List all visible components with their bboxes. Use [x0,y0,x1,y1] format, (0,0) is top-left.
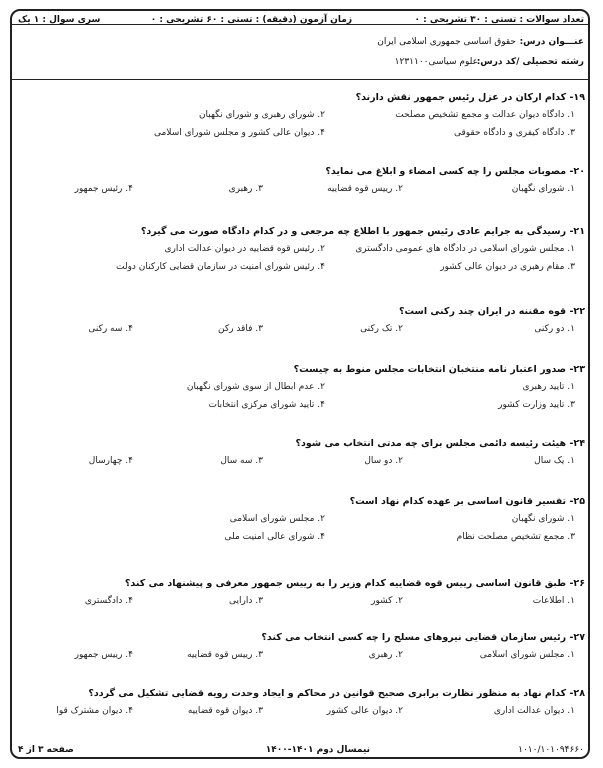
answer-option[interactable] [440,262,575,272]
option-label: ۱. [567,324,575,334]
option-label: ۳. [255,596,263,606]
question-text: صدور اعتبار نامه منتخبان انتخابات مجلس منوط به چیست؟ [293,364,567,375]
question-stem [20,688,585,699]
option-label: ۲. [317,382,325,392]
option-label: ۳. [255,456,263,466]
field-value: علوم سیاسی۱۲۳۱۱۰۰ [394,57,478,67]
question-number: ۲۷- [569,632,585,643]
question-number: ۲۱- [569,226,585,237]
question-stem [20,226,585,237]
header-divider [10,24,590,25]
option-text: تایید وزارت کشور [498,400,565,410]
option-text: شورای نگهبان [511,514,565,524]
answer-option[interactable] [512,184,575,194]
course-title: حقوق اساسی جمهوری اسلامی ایران [377,37,516,47]
answer-option[interactable] [85,596,133,606]
option-text: دادگاه کیفری و دادگاه حقوقی [453,128,565,138]
answer-option[interactable] [457,532,575,542]
question-text: تفسیر قانون اساسی بر عهده کدام نهاد است؟ [349,496,567,507]
option-text: رییس قوه قضاییه [187,650,253,660]
answer-option[interactable] [371,596,403,606]
option-label: ۲. [395,706,403,716]
question-item [20,688,585,716]
option-text: دارایی [229,596,253,606]
question-number: ۲۴- [569,438,585,449]
field-label: رشته تحصیلی /کد درس: [476,57,584,67]
question-stem [20,364,585,375]
question-number: ۲۶- [569,578,585,589]
course-title-label: عنـــوان درس: [519,37,584,47]
option-label: ۱. [567,244,575,254]
answer-option[interactable] [116,262,325,272]
answer-option[interactable] [454,128,575,138]
answer-option[interactable] [395,110,575,120]
option-text: چهارسال [88,456,123,466]
option-text: رئیس قوه قضاییه در دیوان عدالت اداری [164,244,315,254]
question-number: ۲۵- [569,496,585,507]
answer-option[interactable] [512,514,575,524]
option-text: سه رکنی [88,324,123,334]
answer-option[interactable] [199,110,325,120]
answer-option[interactable] [364,456,403,466]
option-label: ۳. [255,324,263,334]
question-item [20,578,585,606]
option-text: شورای رهبری و شورای نگهبان [198,110,315,120]
answer-option[interactable] [230,514,325,524]
question-stem [20,92,585,103]
option-text: شورای عالی امنیت ملی [224,532,315,542]
answer-option[interactable] [355,244,575,254]
question-number: ۲۲- [569,306,585,317]
option-label: ۴. [317,400,325,410]
question-text: مصوبات مجلس را چه کسی امضاء و ابلاغ می نماید؟ [325,166,567,177]
option-text: رئیس جمهور [74,184,123,194]
option-label: ۱. [567,650,575,660]
page-number: صفحه ۳ از ۴ [18,745,74,755]
question-item [20,438,585,466]
option-text: یک سال [534,456,565,466]
option-text: تایید رهبری [522,382,565,392]
answer-option[interactable] [327,184,403,194]
answer-option[interactable] [224,532,325,542]
answer-option[interactable] [229,596,263,606]
question-number: ۲۳- [569,364,585,375]
question-stem [20,166,585,177]
option-text: مجلس شورای اسلامی [229,514,315,524]
option-label: ۳. [567,400,575,410]
option-label: ۳. [255,184,263,194]
answer-option[interactable] [327,706,403,716]
option-label: ۲. [395,324,403,334]
option-label: ۴. [125,650,133,660]
option-text: فاقد رکن [217,324,253,334]
question-text: قوه مقننه در ایران چند رکنی است؟ [398,306,567,317]
option-text: مقام رهبری در دیوان عالی کشور [440,262,565,272]
option-label: ۲. [395,650,403,660]
option-text: دیوان عدالت اداری [493,706,565,716]
option-label: ۴. [125,184,133,194]
answer-option[interactable] [533,596,575,606]
answer-option[interactable] [154,128,325,138]
option-text: دو رکنی [534,324,565,334]
question-stem [20,578,585,589]
answer-option[interactable] [188,706,263,716]
option-label: ۴. [317,262,325,272]
option-text: دو سال [364,456,393,466]
question-number: ۱۹- [569,92,585,103]
answer-option[interactable] [534,456,575,466]
option-text: شورای نگهبان [511,184,565,194]
option-label: ۴. [125,706,133,716]
option-label: ۲. [317,514,325,524]
question-stem [20,496,585,507]
page-footer [10,745,590,759]
question-stem [20,306,585,317]
question-number: ۲۰- [569,166,585,177]
option-text: دادگستری [84,596,123,606]
question-item [20,364,585,410]
answer-option[interactable] [523,382,575,392]
option-label: ۴. [317,532,325,542]
question-item [20,226,585,272]
option-label: ۲. [395,596,403,606]
option-label: ۴. [125,324,133,334]
option-text: اطلاعات [532,596,565,606]
option-text: دیوان عالی کشور و مجلس شورای اسلامی [154,128,315,138]
answer-option[interactable] [187,650,263,660]
option-label: ۲. [395,184,403,194]
answer-option[interactable] [56,706,133,716]
answer-option[interactable] [75,184,133,194]
option-label: ۳. [255,706,263,716]
option-text: دادگاه دیوان عدالت و مجمع تشخیص مصلحت [395,110,565,120]
answer-option[interactable] [218,324,263,334]
answer-option[interactable] [75,650,133,660]
option-text: رییس قوه قضاییه [327,184,393,194]
semester: نیمسال دوم ۱۴۰۱-۱۴۰۰ [265,745,370,755]
answer-option[interactable] [220,456,263,466]
option-label: ۱. [567,110,575,120]
question-text: رئیس سازمان قضایی نیروهای مسلح را چه کسی انتخاب می کند؟ [261,632,567,643]
question-item [20,92,585,138]
question-stem [20,438,585,449]
question-item [20,632,585,660]
option-text: مجمع تشخیص مصلحت نظام [456,532,565,542]
option-label: ۱. [567,514,575,524]
answer-option[interactable] [369,650,403,660]
option-text: کشور [371,596,393,606]
question-count: تعداد سوالات : تستی : ۳۰ تشریحی : ۰ [414,15,584,25]
option-text: سه سال [220,456,253,466]
exam-header [10,9,590,79]
option-label: ۳. [567,262,575,272]
answer-option[interactable] [498,400,575,410]
option-label: ۱. [567,456,575,466]
option-label: ۱. [567,184,575,194]
question-series: سری سوال : ۱ یک [18,15,101,25]
answer-option[interactable] [534,324,575,334]
option-label: ۴. [125,596,133,606]
option-label: ۲. [317,110,325,120]
answer-option[interactable] [480,650,575,660]
question-item [20,166,585,194]
question-text: کدام ارکان در عزل رئیس جمهور نقش دارند؟ [355,92,567,103]
option-text: دیوان عالی کشور [326,706,393,716]
option-text: تک رکنی [360,324,393,334]
answer-option[interactable] [187,382,325,392]
answer-option[interactable] [164,244,325,254]
question-text: هیئت رئیسه دائمی مجلس برای چه مدتی انتخاب می شود؟ [295,438,567,449]
option-label: ۴. [125,456,133,466]
option-label: ۲. [317,244,325,254]
option-text: رهبری [368,650,393,660]
answer-option[interactable] [360,324,403,334]
option-text: رئیس شورای امنیت در سازمان قضایی کارکنان دولت [115,262,315,272]
option-text: عدم ابطال از سوی شورای نگهبان [186,382,315,392]
option-label: ۱. [567,382,575,392]
answer-option[interactable] [88,324,133,334]
question-text: کدام نهاد به منظور نظارت برابری صحیح قوانین در محاکم و ایجاد وحدت رویه قضایی تشکیل می گردد؟ [88,688,567,699]
question-stem [20,632,585,643]
answer-option[interactable] [229,184,263,194]
option-label: ۳. [567,532,575,542]
answer-option[interactable] [208,400,325,410]
option-text: رهبری [228,184,253,194]
answer-option[interactable] [494,706,575,716]
option-label: ۲. [395,456,403,466]
option-text: مجلس شورای اسلامی [479,650,565,660]
question-item [20,306,585,334]
option-label: ۳. [567,128,575,138]
exam-time: زمان آزمون (دقیقه) : تستی : ۶۰ تشریحی : ۰ [150,15,352,25]
question-text: طبق قانون اساسی رییس قوه قضاییه کدام وزیر را به رییس جمهور معرفی و پیشنهاد می کند؟ [124,578,567,589]
option-text: مجلس شورای اسلامی در دادگاه های عمومی دادگستری [355,244,565,254]
option-label: ۱. [567,706,575,716]
exam-code: ۱۰۱۰/۱۰۱۰۹۴۶۶۰ [518,745,584,755]
option-text: دیوان مشترک قوا [56,706,123,716]
option-label: ۱. [567,596,575,606]
question-text: رسیدگی به جرایم عادی رئیس جمهور با اطلاع چه مرجعی و در کدام دادگاه صورت می گیرد؟ [140,226,567,237]
option-text: دیوان قوه قضاییه [187,706,253,716]
question-item [20,496,585,542]
option-label: ۴. [317,128,325,138]
option-text: رییس جمهور [74,650,123,660]
question-number: ۲۸- [569,688,585,699]
option-label: ۳. [255,650,263,660]
option-text: تایید شورای مرکزی انتخابات [208,400,315,410]
header-divider [10,79,590,80]
answer-option[interactable] [89,456,133,466]
